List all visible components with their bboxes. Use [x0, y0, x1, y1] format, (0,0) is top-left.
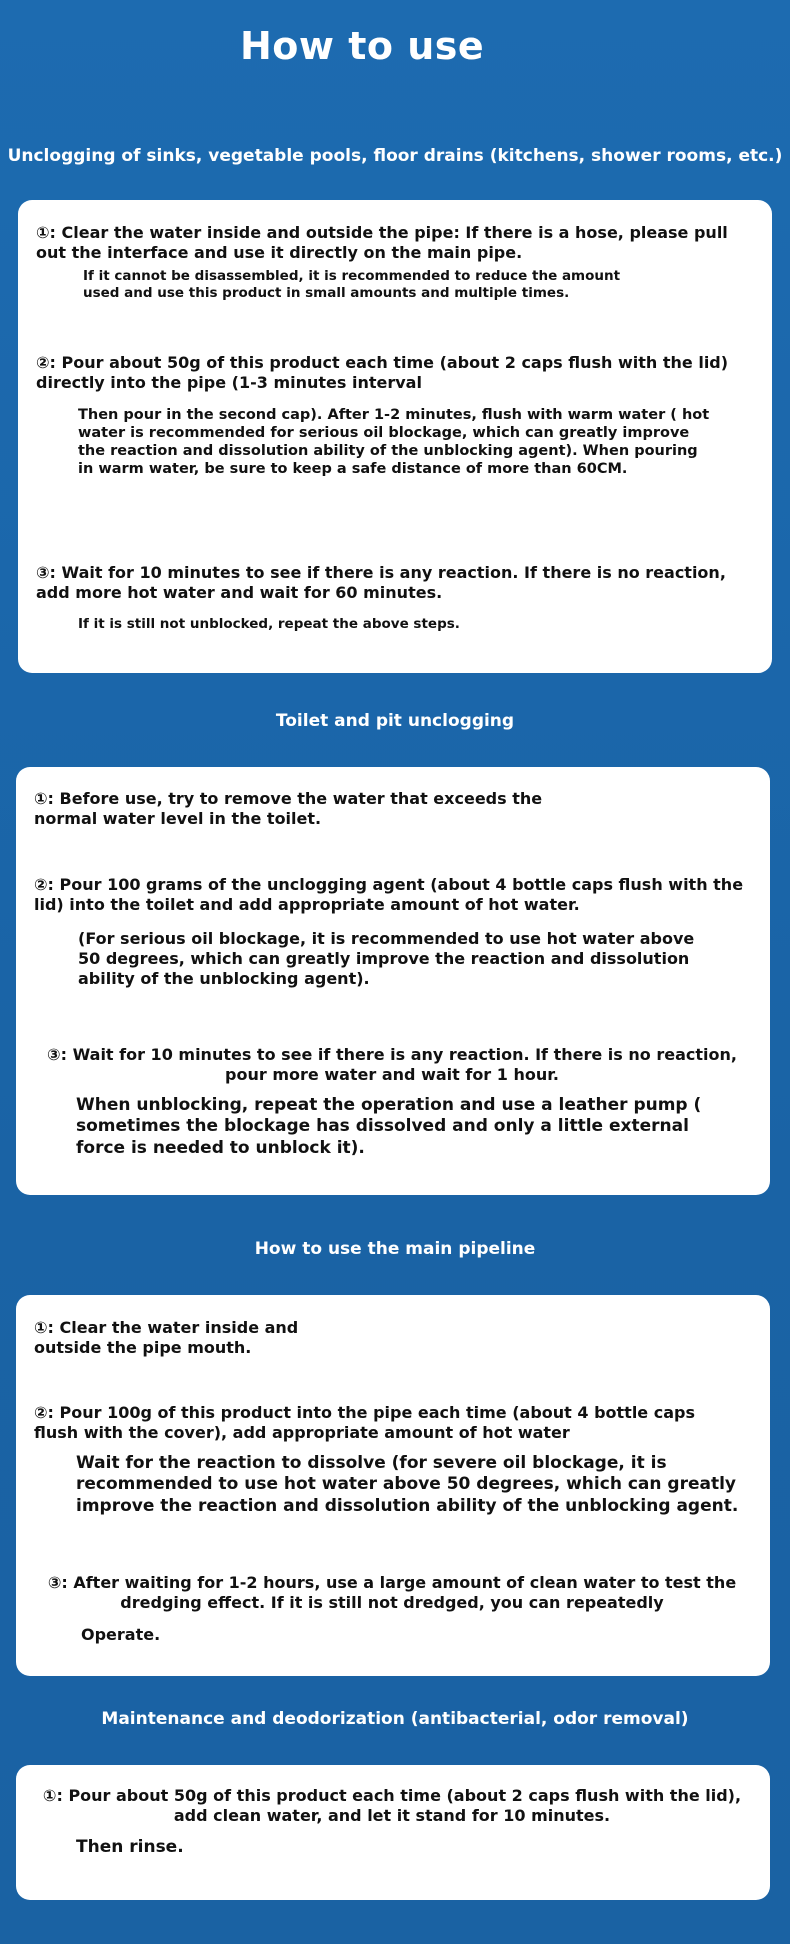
step-text: ①: Clear the water inside and outside the pipe: If there is a hose, please pull out the interface and use it directly on the main pipe. [36, 223, 728, 262]
step-text: ①: Before use, try to remove the water that exceeds the normal water level in the toilet. [34, 789, 543, 828]
step-text: ①: Pour about 50g of this product each time (about 2 caps flush with the lid), add clean water, and let it stand for 10 minutes. [42, 1786, 742, 1825]
step-detail-text: Operate. [81, 1625, 161, 1644]
step-detail-text: When unblocking, repeat the operation and use a leather pump ( sometimes the blockage has dissolved and only a little external force is needed to unblock it). [76, 1095, 702, 1158]
step-detail-text: If it cannot be disassembled, it is recommended to reduce the amount used and use this product in small amounts and multiple times. [83, 268, 621, 301]
step-text: ③: Wait for 10 minutes to see if there is any reaction. If there is no reaction, add more hot water and wait for 60 minutes. [36, 563, 726, 602]
step-text: ①: Clear the water inside and outside the pipe mouth. [34, 1318, 299, 1357]
step-detail-text: (For serious oil blockage, it is recommended to use hot water above 50 degrees, which can greatly improve the reaction and dissolution ability of the unblocking agent). [78, 929, 695, 988]
card-sinks [18, 200, 772, 673]
card-maintenance [16, 1765, 770, 1900]
step-detail-text: Then pour in the second cap). After 1-2 minutes, flush with warm water ( hot water is recommended for serious oil blockage, which can greatly improve the reaction and dissolution ability of the unblocking agent). When pouring in warm water, be sure to keep a safe distance of more than 60CM. [78, 407, 710, 478]
step-text: ②: Pour about 50g of this product each time (about 2 caps flush with the lid) directly into the pipe (1-3 minutes interval [36, 353, 729, 392]
step-text: ③: Wait for 10 minutes to see if there is any reaction. If there is no reaction, pour more water and wait for 1 hour. [47, 1045, 737, 1084]
step-detail-text: Then rinse. [76, 1837, 184, 1857]
section-heading-main-pipeline: How to use the main pipeline [254, 1239, 536, 1259]
step-text: ②: Pour 100 grams of the unclogging agent (about 4 bottle caps flush with the lid) into the toilet and add appropriate amount of hot water. [34, 875, 744, 914]
step-detail-text: Wait for the reaction to dissolve (for severe oil blockage, it is recommended to use hot water above 50 degrees, which can greatly improve the reaction and dissolution ability of the unblocking agent. [76, 1453, 739, 1516]
card-main-pipeline [16, 1295, 770, 1676]
step-text: ③: After waiting for 1-2 hours, use a large amount of clean water to test the dredging effect. If it is still not dredged, you can repeatedly [47, 1573, 737, 1612]
section-heading-sinks: Unclogging of sinks, vegetable pools, floor drains (kitchens, shower rooms, etc.) [7, 146, 783, 166]
card-toilet [16, 767, 770, 1195]
page-title: How to use [240, 24, 485, 68]
step-detail-text: If it is still not unblocked, repeat the above steps. [78, 616, 460, 632]
section-heading-maintenance: Maintenance and deodorization (antibacterial, odor removal) [101, 1709, 689, 1729]
section-heading-toilet: Toilet and pit unclogging [275, 711, 515, 731]
step-text: ②: Pour 100g of this product into the pipe each time (about 4 bottle caps flush with the cover), add appropriate amount of hot water [34, 1403, 695, 1442]
